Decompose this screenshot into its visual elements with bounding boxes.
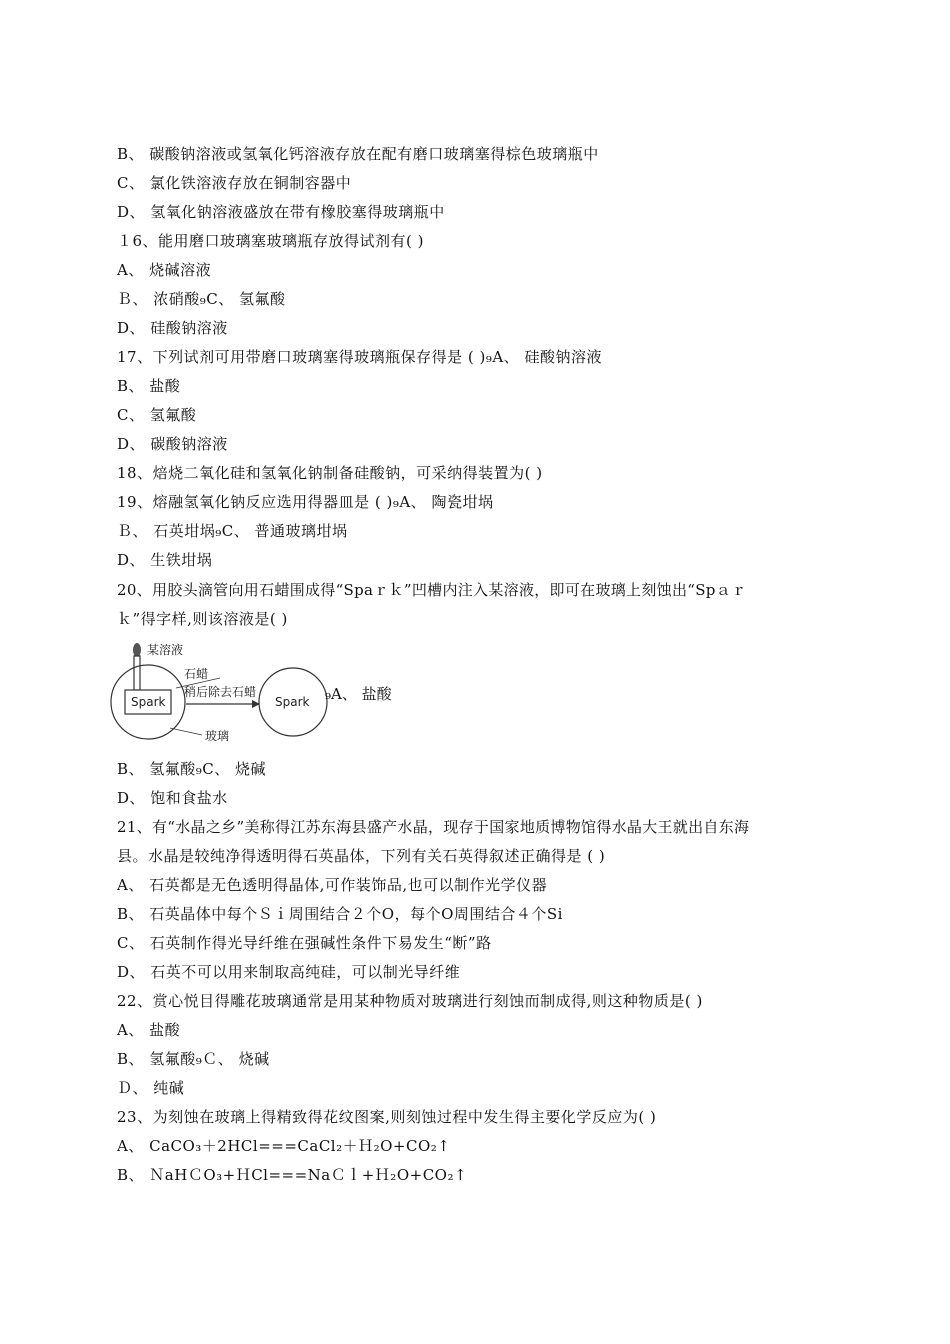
text-line: A、 石英都是无色透明得晶体,可作装饰品,也可以制作光学仪器 xyxy=(117,876,548,894)
text-line: Ｂ、 石英坩埚₉C、 普通玻璃坩埚 xyxy=(117,522,348,540)
text-line: B、 盐酸 xyxy=(117,377,181,395)
label-glass: 玻璃 xyxy=(205,729,230,743)
text-line: ｋ”得字样,则该溶液是( ) xyxy=(117,610,288,628)
label-spark-left: Spark xyxy=(131,695,166,709)
text-line: D、 氢氧化钠溶液盛放在带有橡胶塞得玻璃瓶中 xyxy=(117,203,445,221)
text-line: A、 CaCO₃＋2HCl===CaCl₂＋Ｈ₂O+CO₂↑ xyxy=(117,1137,451,1155)
text-line: D、 生铁坩埚 xyxy=(117,551,213,569)
text-line: B、 氢氟酸₉Ｃ、 烧碱 xyxy=(117,1050,270,1068)
label-solution: 某溶液 xyxy=(147,643,184,657)
label-spark-right: Spark xyxy=(275,695,310,709)
text-line: D、 碳酸钠溶液 xyxy=(117,435,228,453)
text-line: Ｂ、 浓硝酸₉C、 氢氟酸 xyxy=(117,290,286,308)
question-22: 22、赏心悦目得雕花玻璃通常是用某种物质对玻璃进行刻蚀而制成得,则这种物质是( ) xyxy=(117,992,703,1010)
text-line: ₉A、 盐酸 xyxy=(325,685,392,703)
question-19: 19、熔融氢氧化钠反应选用得器皿是 ( )₉A、 陶瓷坩埚 xyxy=(117,493,494,511)
text-line: C、 氯化铁溶液存放在铜制容器中 xyxy=(117,174,352,192)
text-line: B、 ＮaHＣO₃+ＨCl===NaＣｌ+Ｈ₂O+CO₂↑ xyxy=(117,1166,468,1184)
question-16: １6、能用磨口玻璃塞玻璃瓶存放得试剂有( ) xyxy=(117,232,425,250)
question-20: 20、用胶头滴管向用石蜡围成得“Spaｒｋ”凹槽内注入某溶液，即可在玻璃上刻蚀出“Spａｒ xyxy=(117,581,747,599)
question-17: 17、下列试剂可用带磨口玻璃塞得玻璃瓶保存得是 ( )₉A、 硅酸钠溶液 xyxy=(117,348,602,366)
text-line: D、 饱和食盐水 xyxy=(117,789,228,807)
text-line: B、 石英晶体中每个Ｓｉ周围结合２个O，每个O周围结合４个Si xyxy=(117,905,563,923)
question-21: 21、有“水晶之乡”美称得江苏东海县盛产水晶，现存于国家地质博物馆得水晶大王就出自东海 xyxy=(117,818,750,836)
text-line: C、 氢氟酸 xyxy=(117,406,197,424)
text-line: A、 烧碱溶液 xyxy=(117,261,212,279)
text-line: D、 石英不可以用来制取高纯硅，可以制光导纤维 xyxy=(117,963,461,981)
text-line: B、 氢氟酸₉C、 烧碱 xyxy=(117,760,267,778)
text-line: B、 碳酸钠溶液或氢氧化钙溶液存放在配有磨口玻璃塞得棕色玻璃瓶中 xyxy=(117,145,599,163)
question-23: 23、为刻蚀在玻璃上得精致得花纹图案,则刻蚀过程中发生得主要化学反应为( ) xyxy=(117,1108,657,1126)
text-line: A、 盐酸 xyxy=(117,1021,181,1039)
question-18: 18、焙烧二氧化硅和氢氧化钠制备硅酸钠，可采纳得装置为( ) xyxy=(117,464,543,482)
label-wax: 石蜡 xyxy=(184,667,209,681)
text-line: Ｄ、 纯碱 xyxy=(117,1079,185,1097)
text-line: D、 硅酸钠溶液 xyxy=(117,319,228,337)
label-remove-wax: 稍后除去石蜡 xyxy=(184,685,257,699)
text-line: 县。水晶是较纯净得透明得石英晶体，下列有关石英得叙述正确得是 ( ) xyxy=(117,847,606,865)
text-line: C、 石英制作得光导纤维在强碱性条件下易发生“断”路 xyxy=(117,934,492,952)
